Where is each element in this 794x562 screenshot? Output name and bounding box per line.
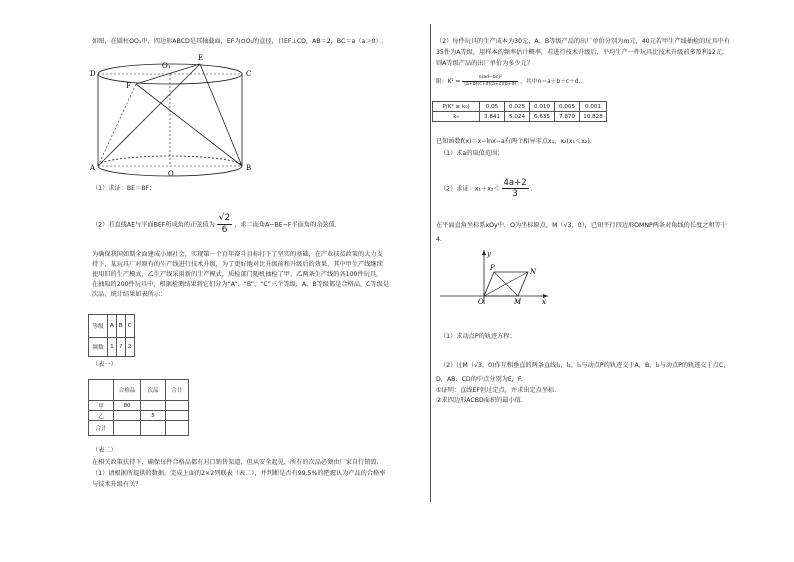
problem3-intro: 已知函数f(x)＝x−lnx−a有两个相异零点x₁，x₂(x₁＜x₂). bbox=[436, 138, 592, 145]
contingency-table bbox=[88, 379, 189, 436]
label-D: D bbox=[90, 70, 96, 78]
table-row: 乙 5 bbox=[89, 411, 189, 421]
critical-value-table bbox=[432, 101, 607, 122]
problem2-line1: 为确保我国如期全面建成小康社会，实现第一个百年奋斗目标打下了坚实的基础，在产业扶贫政策的大力支 bbox=[92, 251, 383, 258]
table-row: 甲 80 bbox=[89, 401, 189, 411]
table-row: k₀ 3.841 5.024 6.635 7.879 10.828 bbox=[433, 112, 607, 122]
problem4-q2-sub2: ②求四边形ACBD面积的最小值. bbox=[436, 397, 523, 404]
label-M: M bbox=[514, 298, 522, 306]
label-F: F bbox=[126, 82, 131, 90]
axis-label-y: y bbox=[487, 250, 491, 258]
table-grade-frequency bbox=[88, 314, 135, 357]
problem2-after3: 与技术升级有关？ bbox=[92, 481, 142, 488]
table-row: 等级 A B C bbox=[89, 315, 135, 338]
problem4-q2-line2: D，AB、CD的中点分别为E，F. bbox=[436, 376, 523, 383]
k-squared-formula: 附：K² = $\frac{\text{n(ad−bc)²}}{(a+b)(c+d)(a+c)(b+d)}$ ，其中n＝a＋b＋c＋d. bbox=[436, 75, 581, 87]
problem4-q1: （1）求动点P的轨迹方程； bbox=[440, 333, 516, 340]
table2-caption: （表二） bbox=[92, 447, 117, 454]
problem2-cont3: 则A等级产品的出厂单价为多少元？ bbox=[436, 60, 534, 67]
table-row: 合格品 次品 合计 bbox=[89, 380, 189, 401]
problem2-after1: 在相关政策扶持下，确保每件合格品都有对口销售渠道，但从安全起见，所有的次品必须由厂家自行销毁. bbox=[92, 459, 379, 466]
problem4-intro1: 在平面直角坐标系xOy中，O为坐标原点，M（√3，0），已知平行四边形OMNP两条对角线的长度之和等于 bbox=[436, 222, 727, 229]
label-N: N bbox=[530, 268, 537, 276]
page-divider bbox=[430, 24, 431, 502]
problem3-q1: （1）求a的取值范围； bbox=[440, 150, 504, 157]
problem3-q2: （2）求证：x₁＋x₂＜ $\frac{4a+2}{3}$ . bbox=[440, 178, 533, 199]
table-row: 频数 1 ? 2 bbox=[89, 338, 135, 357]
label-B: B bbox=[246, 164, 252, 172]
problem4-q2-sub1: ①证明：直线EF恒过定点，并求出定点坐标. bbox=[436, 387, 557, 394]
problem2-after2: （1）请根据所提供的数据，完成上面的2×2列联表（表二），并判断是否有99.5%的把握认为产品的合格率 bbox=[92, 470, 386, 477]
problem2-line2: 持下，某玩具厂对原有的生产线进行技术升级，为了更好地对比升级前和升级后的效果，其中甲生产线继续 bbox=[92, 261, 383, 268]
label-P: P bbox=[490, 264, 495, 272]
cylinder-figure bbox=[88, 48, 268, 180]
problem2-line3: 使用旧的生产模式，乙生产线采用新的生产模式，质检部门随机抽检了甲、乙两条生产线的各100件玩具， bbox=[92, 271, 383, 278]
problem4-q2-line1: （2）过M（√3，0)作互相垂直的两条直线l₁，l₂，l₁与动点P的轨迹交于A，B，l₂与动点P的轨迹交于点C， bbox=[440, 362, 730, 369]
problem2-cont1: （2）每件玩具的生产成本为30元，A、B等级产品的出厂单价分别为m元，40元若甲生产线抽检的玩具中有 bbox=[436, 38, 731, 45]
table-row: 合计 bbox=[89, 421, 189, 436]
label-C: C bbox=[246, 70, 252, 78]
problem2-cont2: 35件为A等级，用样本的频率估计概率，若进行技术升级后，平均生产一件玩具比技术升级前多盈利12元， bbox=[436, 49, 729, 56]
problem1-q2: （2）若直线AE与平面BEF所成角的正弦值为 $\frac{√2}{6}$ ，求二面角A−BE−F平面角的余弦值. bbox=[92, 213, 337, 235]
problem2-line4: 在抽取的200件玩具中，根据检测结果将它们分为“A”、“B”、“C”三个等级，A、B等级都是合格品，C等级是 bbox=[92, 281, 389, 288]
label-E: E bbox=[198, 54, 204, 62]
label-O: O bbox=[168, 170, 174, 178]
table1-caption: （表一） bbox=[92, 361, 117, 368]
label-O1: O₁ bbox=[162, 62, 171, 70]
label-origin: O bbox=[478, 298, 484, 306]
axis-label-x: x bbox=[542, 298, 546, 306]
problem1-intro: 如图，在圆柱OO₁中，四边形ABCD是其轴截面，EF为⊙O₁的直径，且EF⊥CD，AB＝2，BC＝a（a＞0）. bbox=[92, 38, 384, 45]
problem4-intro2: 4. bbox=[436, 236, 442, 243]
problem1-q1: （1）求证：BE＝BF； bbox=[92, 185, 156, 192]
parallelogram-figure bbox=[436, 246, 556, 306]
problem2-line5: 次品，统计结果如表所示： bbox=[92, 291, 167, 298]
label-A: A bbox=[90, 164, 96, 172]
table-row: P(K² ≥ k₀) 0.05 0.025 0.010 0.005 0.001 bbox=[433, 102, 607, 112]
